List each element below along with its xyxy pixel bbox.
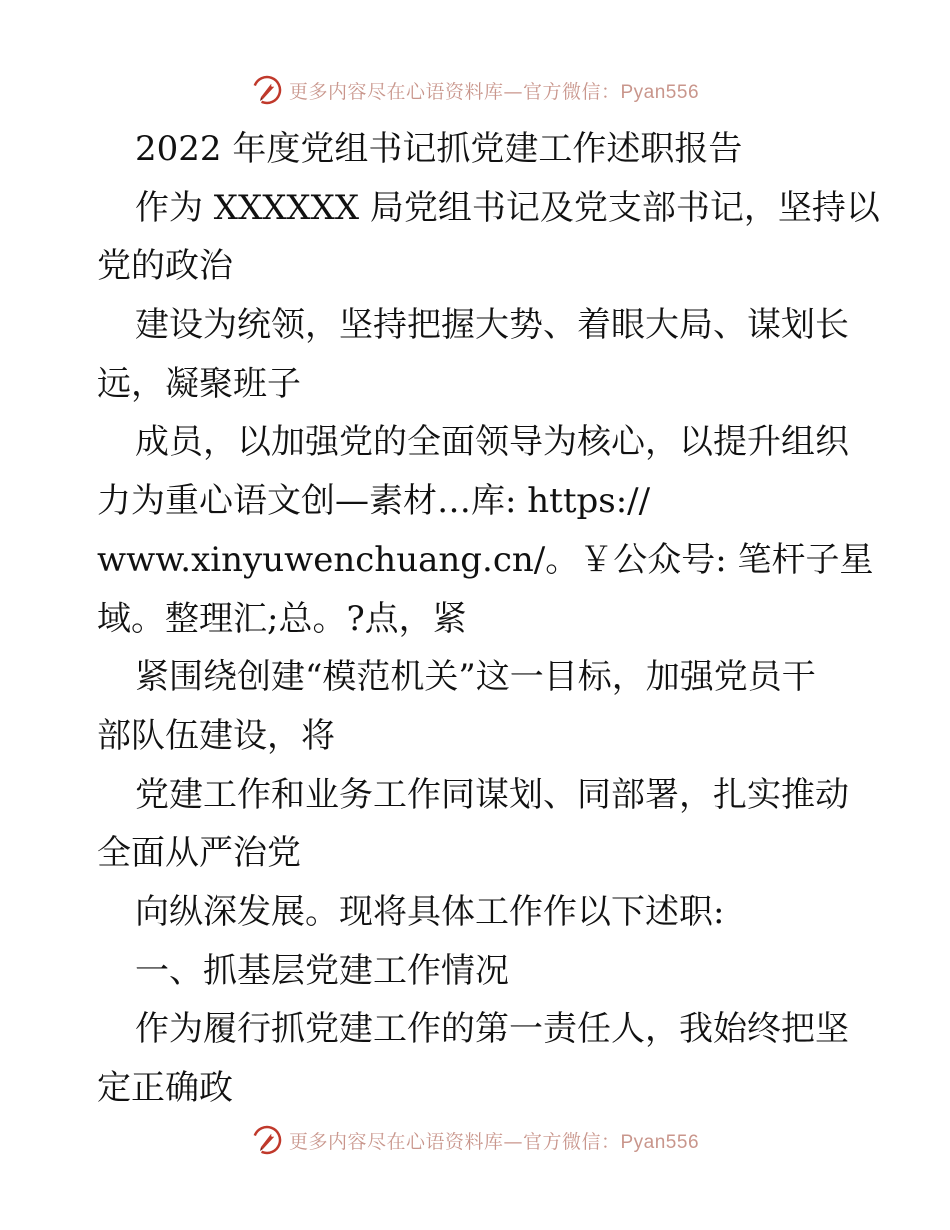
pen-logo-icon xyxy=(251,1124,283,1156)
document-title: 2022 年度党组书记抓党建工作述职报告 xyxy=(135,129,743,169)
pen-logo-icon xyxy=(251,74,283,106)
paragraph-line: 向纵深发展。现将具体工作作以下述职: xyxy=(135,891,725,932)
paragraph-line: 作为履行抓党建工作的第一责任人，我始终把坚 xyxy=(135,1009,849,1050)
paragraph-line: 远，凝聚班子 xyxy=(97,363,301,404)
paragraph-line: 成员，以加强党的全面领导为核心，以提升组织 xyxy=(135,422,849,463)
watermark-text xyxy=(289,77,699,104)
watermark-separator: — xyxy=(503,1130,523,1153)
paragraph-line: 党的政治 xyxy=(97,246,233,287)
watermark-separator: — xyxy=(503,80,523,103)
watermark-suffix-text: 官方微信： xyxy=(522,80,621,103)
watermark-wechat-id: Pyan556 xyxy=(620,81,700,103)
paragraph-line: 党建工作和业务工作同谋划、同部署，扎实推动 xyxy=(135,774,849,815)
paragraph-line: 紧围绕创建“模范机关”这一目标，加强党员干 xyxy=(135,657,816,698)
watermark-main-text: 更多内容尽在心语资料库 xyxy=(288,80,504,103)
document-body xyxy=(97,120,880,1118)
watermark-wechat-id: Pyan556 xyxy=(620,1131,700,1153)
watermark-suffix-text: 官方微信： xyxy=(522,1130,621,1153)
paragraph-line: 部队伍建设，将 xyxy=(97,715,335,756)
footer-watermark xyxy=(0,1120,950,1160)
section-heading: 一、抓基层党建工作情况 xyxy=(135,950,509,991)
paragraph-line: www.xinyuwenchuang.cn/。￥公众号: 笔杆子星 xyxy=(97,539,874,580)
paragraph-line: 建设为统领，坚持把握大势、着眼大局、谋划长 xyxy=(135,305,849,346)
paragraph-line: 力为重心语文创—素材…库: https:// xyxy=(97,481,651,522)
paragraph-line: 定正确政 xyxy=(97,1068,233,1108)
paragraph-line: 全面从严治党 xyxy=(97,833,301,874)
header-watermark xyxy=(0,70,950,110)
watermark-text xyxy=(289,1127,699,1154)
watermark-main-text: 更多内容尽在心语资料库 xyxy=(288,1130,504,1153)
paragraph-line: 域。整理汇;总。?点，紧 xyxy=(97,598,467,639)
paragraph-line: 作为 XXXXXX 局党组书记及党支部书记，坚持以 xyxy=(135,187,880,228)
